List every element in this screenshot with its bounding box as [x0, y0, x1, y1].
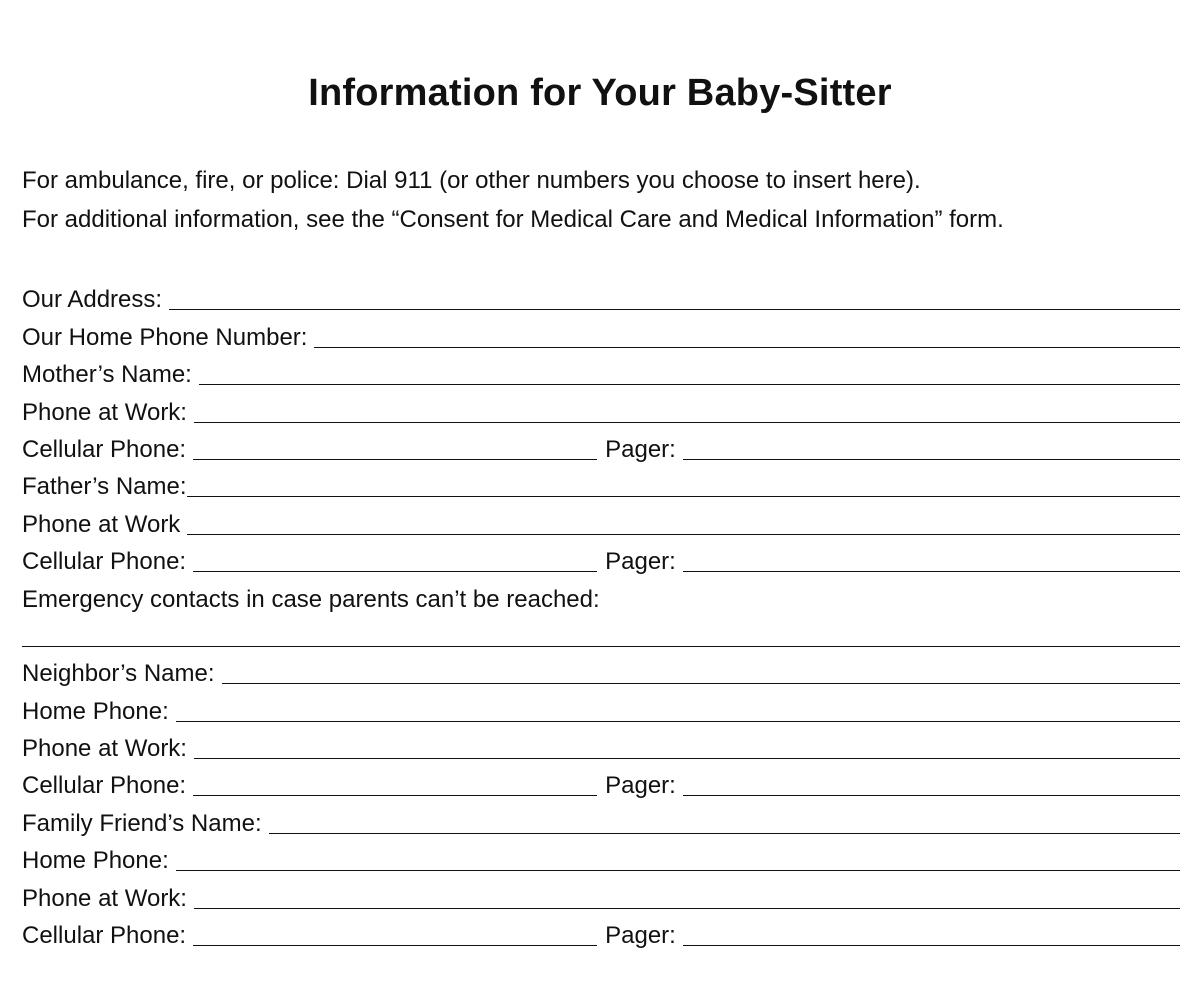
friend-pager-field[interactable]	[683, 925, 1180, 946]
father-cell-field[interactable]	[193, 551, 597, 572]
neighbors-name-field[interactable]	[222, 663, 1180, 684]
mother-work-phone-label: Phone at Work:	[22, 398, 187, 426]
mother-cell-pager-row	[22, 430, 1180, 467]
neighbor-pager-field[interactable]	[683, 775, 1180, 796]
neighbors-name-label: Neighbor’s Name:	[22, 660, 215, 688]
emergency-contacts-field[interactable]	[22, 626, 1180, 647]
family-friends-name-label: Family Friend’s Name:	[22, 809, 262, 837]
additional-info-instruction: For additional information, see the “Consent for Medical Care and Medical Information” form.	[22, 206, 1004, 233]
friend-cell-label: Cellular Phone:	[22, 922, 187, 950]
neighbor-home-phone-field[interactable]	[176, 701, 1180, 722]
friend-pager-label: Pager:	[605, 922, 676, 950]
friend-home-phone-field[interactable]	[176, 850, 1180, 871]
friend-cell-field[interactable]	[193, 925, 597, 946]
neighbor-work-phone-field[interactable]	[194, 738, 1180, 759]
home-phone-number-field[interactable]	[314, 327, 1180, 348]
friend-work-phone-row	[22, 878, 1180, 915]
mothers-name-row	[22, 355, 1180, 392]
neighbor-work-phone-row	[22, 729, 1180, 766]
father-work-phone-label: Phone at Work	[22, 510, 181, 538]
neighbor-cell-pager-row	[22, 766, 1180, 803]
neighbor-work-phone-label: Phone at Work:	[22, 735, 187, 763]
mother-work-phone-row	[22, 392, 1180, 429]
father-work-phone-row	[22, 504, 1180, 541]
emergency-dial-instruction: For ambulance, fire, or police: Dial 911 (or other numbers you choose to insert here).	[22, 167, 921, 194]
emergency-contacts-row	[22, 579, 1180, 616]
neighbor-cell-label: Cellular Phone:	[22, 772, 187, 800]
our-address-label: Our Address:	[22, 286, 163, 314]
emergency-contacts-label: Emergency contacts in case parents can’t be reached:	[22, 585, 600, 613]
neighbor-home-phone-row	[22, 691, 1180, 728]
home-phone-number-label: Our Home Phone Number:	[22, 323, 308, 351]
friend-work-phone-field[interactable]	[194, 888, 1180, 909]
fathers-name-row	[22, 467, 1180, 504]
mother-pager-label: Pager:	[605, 435, 676, 463]
mothers-name-label: Mother’s Name:	[22, 361, 192, 389]
neighbor-pager-label: Pager:	[605, 772, 676, 800]
neighbor-cell-field[interactable]	[193, 775, 597, 796]
page-title: Information for Your Baby-Sitter	[308, 72, 892, 114]
fathers-name-label: Father’s Name:	[22, 473, 187, 501]
our-address-field[interactable]	[169, 289, 1180, 310]
mother-cell-field[interactable]	[193, 439, 597, 460]
mother-pager-field[interactable]	[683, 439, 1180, 460]
mother-work-phone-field[interactable]	[194, 402, 1180, 423]
father-work-phone-field[interactable]	[187, 514, 1180, 535]
family-friends-name-row	[22, 803, 1180, 840]
emergency-contacts-line-row	[22, 617, 1180, 654]
neighbor-home-phone-label: Home Phone:	[22, 697, 169, 725]
home-phone-number-row	[22, 317, 1180, 354]
mothers-name-field[interactable]	[199, 364, 1180, 385]
friend-home-phone-row	[22, 841, 1180, 878]
our-address-row	[22, 280, 1180, 317]
family-friends-name-field[interactable]	[269, 813, 1180, 834]
fathers-name-field[interactable]	[187, 476, 1180, 497]
friend-home-phone-label: Home Phone:	[22, 847, 169, 875]
father-cell-pager-row	[22, 542, 1180, 579]
friend-work-phone-label: Phone at Work:	[22, 884, 187, 912]
father-cell-label: Cellular Phone:	[22, 548, 187, 576]
neighbors-name-row	[22, 654, 1180, 691]
father-pager-field[interactable]	[683, 551, 1180, 572]
father-pager-label: Pager:	[605, 548, 676, 576]
babysitter-info-form	[22, 280, 1180, 953]
mother-cell-label: Cellular Phone:	[22, 435, 187, 463]
friend-cell-pager-row	[22, 916, 1180, 953]
